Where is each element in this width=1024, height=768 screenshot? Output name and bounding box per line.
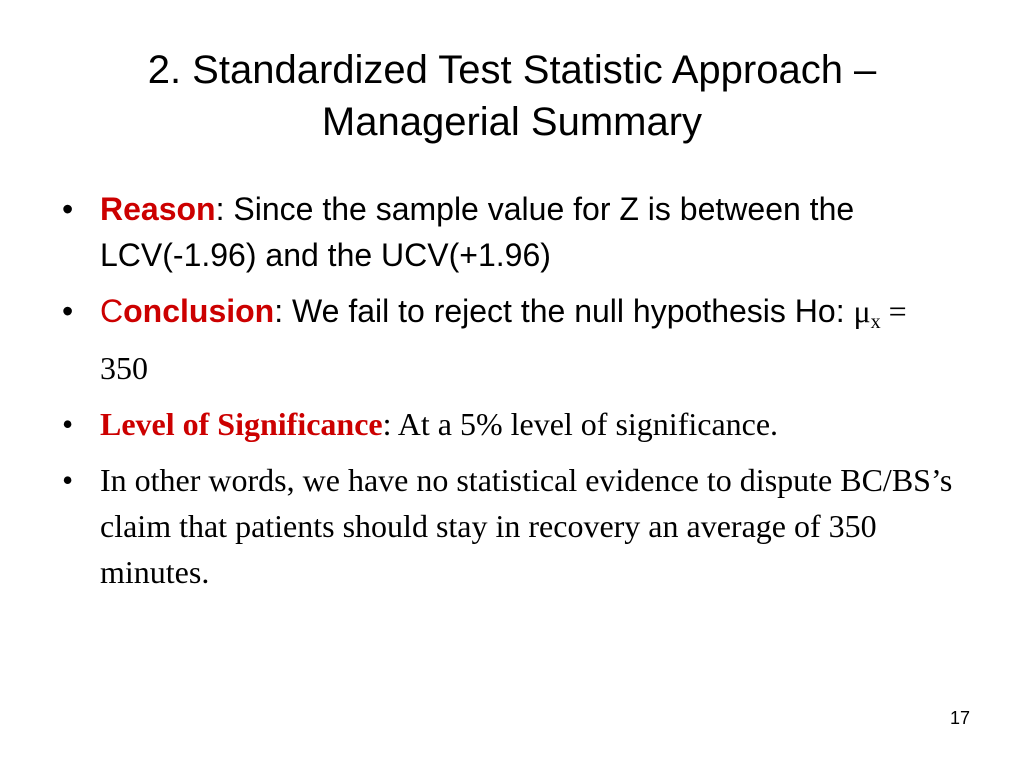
equation-rest: = 350 xyxy=(100,293,907,386)
conclusion-label-rest: onclusion xyxy=(123,293,275,329)
title-line-1: 2. Standardized Test Statistic Approach – xyxy=(147,48,877,92)
other-words-text: In other words, we have no statistical evidence to dispute BC/BS’s claim that patients should stay in recovery an average of 350 minutes. xyxy=(100,462,953,590)
slide-title xyxy=(60,44,964,148)
bullet-dot-icon: • xyxy=(62,406,74,442)
conclusion-text: : We fail to reject the null hypothesis Ho: xyxy=(274,293,854,329)
page-number: 17 xyxy=(949,708,970,728)
bullet-level-of-significance xyxy=(62,401,962,447)
conclusion-label-initial: C xyxy=(100,293,124,329)
bullet-list xyxy=(62,186,962,595)
significance-text: : At a 5% level of significance. xyxy=(382,406,779,442)
mu-subscript: x xyxy=(870,311,881,333)
bullet-conclusion xyxy=(62,288,962,391)
mu-symbol: μ xyxy=(853,293,871,329)
title-line-2: Managerial Summary xyxy=(321,100,703,144)
bullet-dot-icon: • xyxy=(62,293,74,329)
bullet-other-words xyxy=(62,457,962,595)
bullet-dot-icon: • xyxy=(62,191,74,227)
reason-label: Reason xyxy=(100,191,216,227)
reason-text: : Since the sample value for Z is between the LCV(-1.96) and the UCV(+1.96) xyxy=(100,191,855,273)
bullet-reason xyxy=(62,186,962,278)
bullet-dot-icon: • xyxy=(62,462,74,498)
significance-label: Level of Significance xyxy=(100,406,383,442)
